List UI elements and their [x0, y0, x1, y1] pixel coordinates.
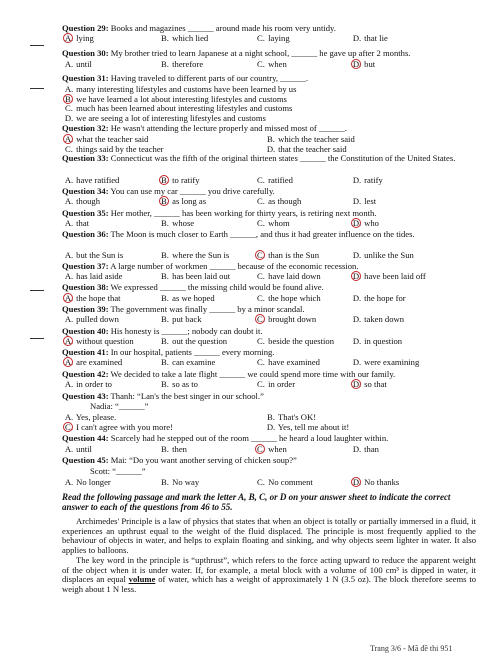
circled-answer-letter: C.: [65, 422, 73, 432]
circled-answer-letter: A.: [64, 357, 74, 367]
question-text: Thanh: “Lan's the best singer in our school.”: [108, 391, 264, 401]
option-letter: B.: [161, 379, 169, 389]
circled-answer-letter: D.: [352, 271, 362, 281]
option-text: can examine: [170, 357, 216, 367]
options-row: [64, 445, 474, 455]
answer-option-a[interactable]: [64, 219, 89, 229]
answer-option-c[interactable]: [256, 315, 316, 325]
options-row: [64, 60, 474, 70]
question-38: [62, 283, 472, 293]
option-letter: D.: [64, 112, 74, 123]
option-text: than: [362, 444, 379, 454]
option-letter: B.: [161, 271, 169, 281]
option-text: than is the Sun: [266, 250, 319, 260]
option-text: much has been learned about interesting lifestyles and customs: [74, 103, 293, 114]
question-text: Scarcely had he stepped out of the room ______ he heard a loud laughter within.: [108, 433, 389, 443]
question-text: He wasn't attending the lecture properly and missed most of ______.: [108, 123, 347, 133]
answer-option-c[interactable]: [256, 380, 295, 390]
option-text: unlike the Sun: [362, 250, 414, 260]
underlined-word: volume: [128, 574, 156, 585]
options-row: [64, 219, 474, 229]
option-letter: B.: [161, 293, 169, 303]
answer-option-a[interactable]: [64, 176, 119, 186]
answer-option-a[interactable]: [64, 478, 111, 488]
option-letter: B.: [161, 444, 169, 454]
question-text: My brother tried to learn Japanese at a night school, ______ he gave up after 2 months.: [108, 48, 411, 58]
circled-answer-letter: D.: [352, 379, 362, 389]
question-text: Having traveled to different parts of our country, ______.: [108, 73, 309, 83]
option-letter: A.: [64, 84, 74, 94]
option-letter: C.: [65, 103, 73, 114]
circled-answer-letter: D.: [352, 218, 362, 228]
answer-option-d[interactable]: [352, 294, 406, 304]
option-letter: B.: [161, 218, 169, 228]
option-text: lest: [362, 196, 377, 206]
options-row: [64, 358, 474, 368]
question-number: Question 44:: [62, 433, 109, 443]
answer-option-c[interactable]: [256, 478, 313, 488]
option-letter: C.: [257, 336, 265, 346]
answer-option-b[interactable]: [160, 315, 202, 325]
option-text: to ratify: [170, 175, 200, 185]
question-text: Her mother, ______ has been working for thirty years, is retiring next month.: [108, 208, 377, 218]
question-number: Question 31:: [62, 73, 109, 83]
options-row: [64, 251, 474, 261]
option-text: things said by the teacher: [74, 144, 164, 154]
question-33: [62, 154, 476, 164]
answer-option-c[interactable]: [256, 445, 287, 455]
option-text: pulled down: [74, 314, 119, 324]
answer-option-a[interactable]: [64, 197, 100, 207]
answer-option-b[interactable]: [160, 380, 198, 390]
option-text: many interesting lifestyles and customs have been learned by us: [74, 84, 297, 94]
question-text: We decided to take a late flight ______ we could spend more time with our family.: [108, 369, 396, 379]
option-letter: B.: [161, 250, 169, 260]
circled-answer-letter: D.: [352, 59, 362, 69]
option-text: the hope that: [74, 293, 121, 303]
option-text: then: [170, 444, 187, 454]
option-text: Yes, please.: [74, 412, 117, 422]
option-text: we have learned a lot about interesting lifestyles and customs: [74, 93, 287, 104]
answer-option-b[interactable]: [160, 251, 229, 261]
answer-option-c[interactable]: [64, 423, 173, 433]
options-row: [64, 380, 474, 390]
answer-option-c[interactable]: [256, 60, 287, 70]
option-text: so as to: [170, 379, 198, 389]
option-letter: A.: [64, 59, 74, 69]
option-letter: D.: [352, 314, 362, 324]
question-number: Question 40:: [62, 326, 109, 336]
option-text: which lied: [170, 33, 209, 43]
options-row: [64, 197, 474, 207]
option-letter: D.: [352, 444, 362, 454]
option-text: brought down: [266, 314, 317, 324]
question-number: Question 29:: [62, 23, 109, 33]
option-letter: C.: [257, 175, 265, 185]
options-row: [64, 478, 474, 488]
option-text: which the teacher said: [276, 134, 355, 144]
option-text: in order: [266, 379, 296, 389]
option-text: taken down: [362, 314, 405, 324]
option-text: lying: [74, 33, 94, 43]
question-text: We expressed ______ the missing child would be found alive.: [108, 282, 324, 292]
option-text: therefore: [170, 59, 204, 69]
answer-option-a[interactable]: [64, 445, 92, 455]
option-letter: B.: [161, 314, 169, 324]
answer-option-a[interactable]: [64, 337, 134, 347]
question-45: [62, 456, 472, 466]
question-text: A large number of workmen ______ because of the economic recession.: [108, 261, 359, 271]
option-letter: D.: [352, 33, 362, 43]
option-text: but: [362, 59, 376, 69]
passage-paragraph-1: Archimedes' Principle is a law of physics that states that when an object is totally or partially immersed in a fluid, it experiences an upthrust equal to the weight of the fluid displaced. The principle is most frequently applied to the behaviour of objects in water, and helps to explain floating and sinking, and why objects seem lighter in water. It also applies to balloons.: [62, 516, 476, 556]
page-footer: Trang 3/6 - Mã đề thi 951: [370, 644, 453, 653]
option-text: put back: [170, 314, 202, 324]
answer-option-a[interactable]: [64, 358, 122, 368]
question-number: Question 36:: [62, 229, 109, 239]
option-letter: C.: [257, 477, 265, 487]
option-text: out the question: [170, 336, 228, 346]
option-text: have ratified: [74, 175, 120, 185]
options-row: [64, 337, 474, 347]
answer-option-c[interactable]: [256, 34, 290, 44]
option-text: Yes, tell me about it!: [276, 422, 350, 432]
answer-option-d[interactable]: [352, 445, 379, 455]
option-letter: A.: [64, 379, 74, 389]
option-text: we are seeing a lot of interesting lifestyles and customs: [74, 112, 266, 123]
answer-option-d[interactable]: [352, 251, 414, 261]
option-text: have laid down: [266, 271, 321, 281]
option-letter: C.: [257, 218, 265, 228]
answer-option-d[interactable]: [352, 34, 388, 44]
margin-tick-mark: [30, 88, 44, 89]
answer-option-b[interactable]: [160, 445, 187, 455]
answer-option-d[interactable]: [266, 423, 349, 433]
option-text: has been laid out: [170, 271, 231, 281]
circled-answer-letter: B.: [161, 196, 169, 206]
option-letter: A.: [64, 196, 74, 206]
answer-option-d[interactable]: [352, 219, 379, 229]
answer-option-d[interactable]: [352, 176, 383, 186]
passage-paragraph-2: [62, 556, 476, 595]
option-letter: D.: [266, 144, 276, 154]
option-letter: A.: [64, 175, 74, 185]
answer-option-a[interactable]: [64, 294, 121, 304]
passage-text: The key word in the principle is “upthrust”, which refers to the force acting upward to reduce the apparent weight of the object when it is under water. If, for example, a metal block with a volume of 100 cm³ is dipped in water, it displaces an equal: [62, 555, 476, 585]
option-letter: B.: [267, 134, 275, 144]
option-letter: B.: [161, 33, 169, 43]
answer-option-c[interactable]: [256, 197, 301, 207]
option-letter: A.: [64, 412, 74, 422]
answer-option-c[interactable]: [256, 294, 321, 304]
option-text: the hope which: [266, 293, 321, 303]
answer-option-b[interactable]: [160, 34, 208, 44]
question-number: Question 41:: [62, 347, 109, 357]
option-letter: D.: [266, 422, 276, 432]
option-letter: D.: [352, 196, 362, 206]
answer-option-b[interactable]: [160, 197, 206, 207]
question-number: Question 37:: [62, 261, 109, 271]
question-36: [62, 230, 476, 240]
option-text: No way: [170, 477, 200, 487]
question-text: The Moon is much closer to Earth ______, and thus it had greater influence on the tides.: [108, 229, 415, 239]
answer-option-a[interactable]: [64, 315, 119, 325]
option-letter: B.: [161, 336, 169, 346]
question-text: Mai: “Do you want another serving of chicken soup?”: [108, 455, 297, 465]
option-letter: A.: [64, 271, 74, 281]
answer-option-a[interactable]: [64, 251, 123, 261]
option-text: in order to: [74, 379, 112, 389]
option-letter: A.: [64, 250, 74, 260]
answer-option-d[interactable]: [352, 60, 375, 70]
option-text: are examined: [74, 357, 123, 367]
option-text: have examined: [266, 357, 320, 367]
option-letter: B.: [161, 357, 169, 367]
options-row: [64, 315, 474, 325]
question-text: You can use my car ______ you drive carefully.: [108, 186, 275, 196]
circled-answer-letter: D.: [352, 477, 362, 487]
option-text: without question: [74, 336, 134, 346]
options-row: [64, 423, 474, 433]
option-text: That's OK!: [276, 412, 317, 422]
option-letter: C.: [65, 144, 73, 154]
question-44: [62, 434, 472, 444]
dialogue-reply: Nadia: “______”: [90, 401, 149, 411]
circled-answer-letter: C.: [257, 250, 265, 260]
option-letter: A.: [64, 314, 74, 324]
margin-tick-mark: [30, 338, 44, 339]
answer-option-c[interactable]: [256, 251, 319, 261]
passage-text: of water, which has a weight of approximately 1 N (3.5 oz). The block therefore seems to weigh about 1 N less.: [62, 574, 476, 595]
option-letter: A.: [64, 218, 74, 228]
option-letter: C.: [257, 379, 265, 389]
question-number: Question 30:: [62, 48, 109, 58]
option-text: as we hoped: [170, 293, 215, 303]
option-letter: D.: [352, 293, 362, 303]
option-letter: D.: [352, 336, 362, 346]
option-text: as long as: [170, 196, 207, 206]
answer-option-a[interactable]: [64, 380, 112, 390]
option-letter: B.: [267, 412, 275, 422]
option-text: were examining: [362, 357, 420, 367]
option-text: laying: [266, 33, 290, 43]
options-row: [64, 176, 474, 186]
question-32: [62, 124, 472, 134]
option-text: who: [362, 218, 379, 228]
option-text: ratified: [266, 175, 293, 185]
option-text: whose: [170, 218, 195, 228]
option-letter: C.: [257, 33, 265, 43]
question-text: His honesty is ______; nobody can doubt it.: [108, 326, 263, 336]
option-letter: D.: [352, 250, 362, 260]
answer-option-a[interactable]: [64, 272, 122, 282]
answer-option-b[interactable]: [160, 294, 215, 304]
option-letter: D.: [352, 175, 362, 185]
answer-option-b[interactable]: [160, 478, 199, 488]
answer-option-b[interactable]: [160, 219, 194, 229]
option-text: No thanks: [362, 477, 400, 487]
question-number: Question 45:: [62, 455, 109, 465]
question-number: Question 32:: [62, 123, 109, 133]
option-letter: C.: [257, 59, 265, 69]
question-text: Books and magazines ______ around made his room very untidy.: [108, 23, 336, 33]
options-row: [64, 272, 474, 282]
option-letter: C.: [257, 196, 265, 206]
circled-answer-letter: B.: [161, 175, 169, 185]
option-text: so that: [362, 379, 387, 389]
option-text: where the Sun is: [170, 250, 230, 260]
circled-answer-letter: C.: [257, 444, 265, 454]
option-letter: C.: [257, 271, 265, 281]
margin-tick-mark: [30, 45, 44, 46]
question-number: Question 33:: [62, 153, 109, 163]
option-text: though: [74, 196, 101, 206]
option-text: have been laid off: [362, 271, 426, 281]
option-letter: C.: [257, 293, 265, 303]
section-instruction: Read the following passage and mark the letter A, B, C, or D on your answer sheet to indicate the correct answer to each of the questions from 46 to 55.: [62, 492, 451, 512]
option-text: that: [74, 218, 90, 228]
option-letter: B.: [161, 59, 169, 69]
answer-option-c[interactable]: [256, 337, 334, 347]
circled-answer-letter: A.: [64, 134, 74, 144]
dialogue-reply: Scott: “______”: [90, 466, 146, 476]
option-text: the hope for: [362, 293, 406, 303]
answer-option-c[interactable]: [256, 219, 290, 229]
circled-answer-letter: C.: [257, 314, 265, 324]
option-text: when: [266, 59, 287, 69]
answer-option-d[interactable]: [352, 197, 376, 207]
answer-option-d[interactable]: [352, 478, 399, 488]
question-number: Question 39:: [62, 304, 109, 314]
question-31: [62, 74, 472, 84]
circled-answer-letter: A.: [64, 336, 74, 346]
answer-option-c[interactable]: [256, 358, 320, 368]
option-text: in question: [362, 336, 403, 346]
answer-option-d[interactable]: [64, 114, 266, 124]
option-text: as though: [266, 196, 302, 206]
circled-answer-letter: A.: [64, 33, 74, 43]
answer-option-d[interactable]: [352, 358, 419, 368]
question-text: Connecticut was the fifth of the original thirteen states ______ the Constitution of the United States.: [108, 153, 456, 163]
option-text: that the teacher said: [276, 144, 347, 154]
option-letter: A.: [64, 444, 74, 454]
option-text: until: [74, 444, 92, 454]
answer-option-d[interactable]: [352, 272, 426, 282]
option-letter: D.: [352, 357, 362, 367]
answer-option-b[interactable]: [160, 60, 203, 70]
option-letter: B.: [161, 477, 169, 487]
question-30: [62, 49, 472, 59]
question-number: Question 34:: [62, 186, 109, 196]
answer-option-c[interactable]: [256, 176, 293, 186]
question-number: Question 43:: [62, 391, 109, 401]
option-text: whom: [266, 218, 290, 228]
question-number: Question 35:: [62, 208, 109, 218]
answer-option-d[interactable]: [352, 315, 404, 325]
option-text: has laid aside: [74, 271, 123, 281]
answer-option-a[interactable]: [64, 60, 92, 70]
question-number: Question 42:: [62, 369, 109, 379]
answer-option-a[interactable]: [64, 34, 94, 44]
question-text: The government was finally ______ by a minor scandal.: [108, 304, 305, 314]
option-text: when: [266, 444, 287, 454]
option-letter: C.: [257, 357, 265, 367]
option-text: beside the question: [266, 336, 335, 346]
answer-option-b[interactable]: [160, 337, 227, 347]
option-text: until: [74, 59, 92, 69]
answer-option-d[interactable]: [352, 380, 387, 390]
option-text: ratify: [362, 175, 383, 185]
answer-option-d[interactable]: [352, 337, 402, 347]
question-text: In our hospital, patients ______ every morning.: [108, 347, 275, 357]
answer-option-b[interactable]: [160, 272, 230, 282]
option-text: No longer: [74, 477, 111, 487]
option-text: No comment: [266, 477, 313, 487]
answer-option-c[interactable]: [256, 272, 321, 282]
circled-answer-letter: A.: [64, 293, 74, 303]
circled-answer-letter: B.: [65, 93, 73, 104]
answer-option-b[interactable]: [160, 176, 200, 186]
options-row: [64, 294, 474, 304]
option-text: what the teacher said: [74, 134, 149, 144]
question-number: Question 38:: [62, 282, 109, 292]
margin-tick-mark: [30, 290, 44, 291]
option-letter: A.: [64, 477, 74, 487]
option-text: that lie: [362, 33, 388, 43]
answer-option-b[interactable]: [160, 358, 215, 368]
options-row: [64, 34, 474, 44]
option-text: but the Sun is: [74, 250, 124, 260]
option-text: I can't agree with you more!: [74, 422, 173, 432]
